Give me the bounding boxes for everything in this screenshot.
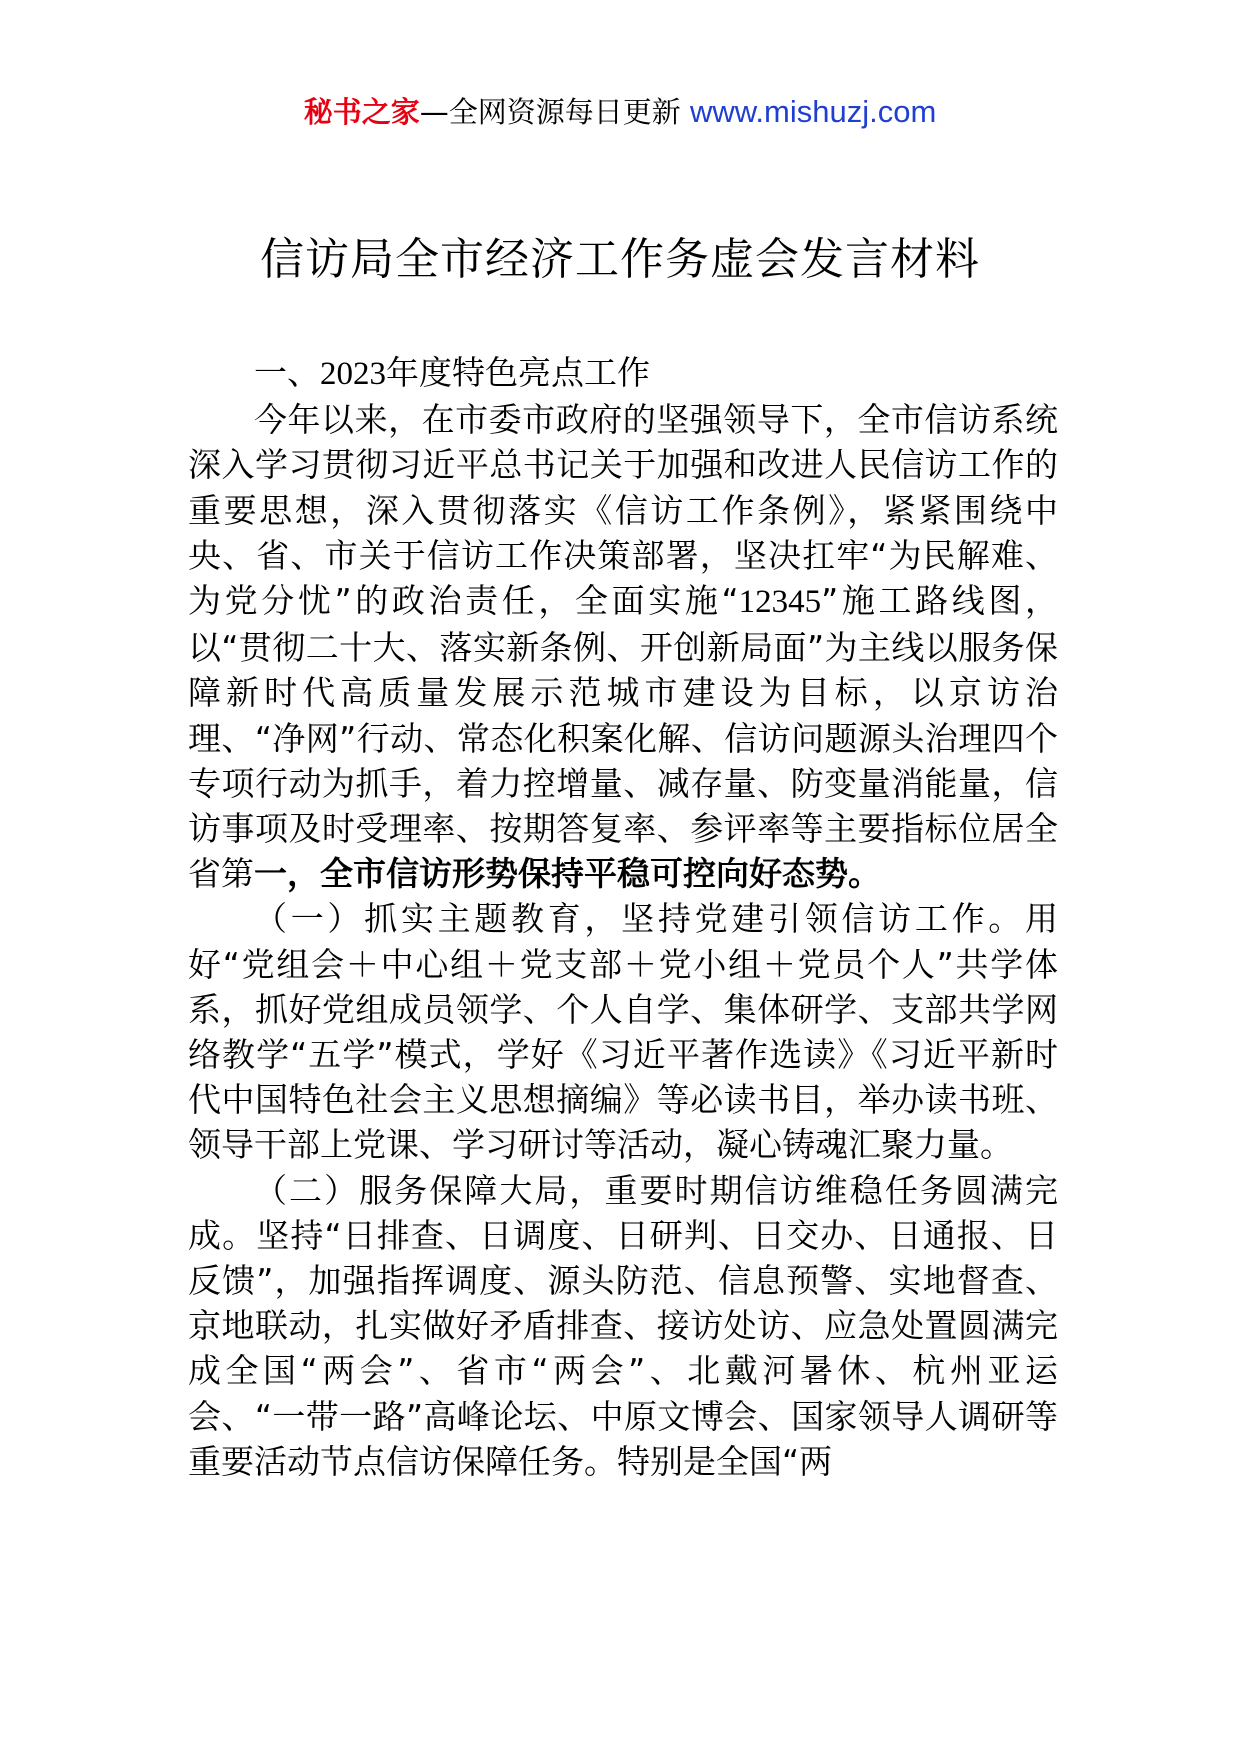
paragraph-intro [188, 397, 1058, 896]
site-tagline: —全网资源每日更新 [419, 95, 690, 129]
document-title: 信访局全市经济工作务虚会发言材料 [260, 234, 980, 285]
site-brand: 秘书之家 [303, 95, 420, 129]
paragraph-intro-bold: 一，全市信访形势保持平稳可控向好态势。 [254, 854, 881, 894]
paragraph-intro-part2: ”施工路线图，以“贯彻二十大、落实新条例、开创新局面”为主线以服务保障新时代高质量发展示范城市建设为目标，以京访治理、“净网”行动、常态化积案化解、信访问题源头治理四个专项行动为抓手，着力控增量、减存量、防变量消能量，信访事项及时受理率、按期答复率、参评率等主要指标位居全省第 [188, 581, 1058, 894]
section-heading-prefix: 一、 [254, 353, 320, 392]
paragraph-subsection-2: （二）服务保障大局，重要时期信访维稳任务圆满完成。坚持“日排查、日调度、日研判、日交办、日通报、日反馈”，加强指挥调度、源头防范、信息预警、实地督查、京地联动，扎实做好矛盾排查、接访处访、应急处置圆满完成全国“两会”、省市“两会”、北戴河暑休、杭州亚运会、“一带一路”高峰论坛、中原文博会、国家领导人调研等重要活动节点信访保障任务。特别是全国“两 [188, 1170, 1058, 1481]
site-header [0, 94, 1240, 130]
section-heading [188, 350, 1058, 397]
section-heading-suffix: 年度特色亮点工作 [386, 353, 650, 392]
document-body [188, 350, 1058, 1484]
site-url-link[interactable]: www.mishuzj.com [689, 94, 937, 129]
section-heading-year: 2023 [320, 356, 386, 392]
paragraph-intro-part1: 今年以来，在市委市政府的坚强领导下，全市信访系统深入学习贯彻习近平总书记关于加强和改进人民信访工作的重要思想，深入贯彻落实《信访工作条例》，紧紧围绕中央、省、市关于信访工作决策部署，坚决扛牢“为民解难、为党分忧”的政治责任，全面实施“ [188, 400, 1058, 621]
paragraph-subsection-1: （一）抓实主题教育，坚持党建引领信访工作。用好“党组会＋中心组＋党支部＋党小组＋党员个人”共学体系，抓好党组成员领学、个人自学、集体研学、支部共学网络教学“五学”模式，学好《习近平著作选读》《习近平新时代中国特色社会主义思想摘编》等必读书目，举办读书班、领导干部上党课、学习研讨等活动，凝心铸魂汇聚力量。 [188, 899, 1058, 1165]
paragraph-intro-number: 12345 [738, 584, 822, 621]
